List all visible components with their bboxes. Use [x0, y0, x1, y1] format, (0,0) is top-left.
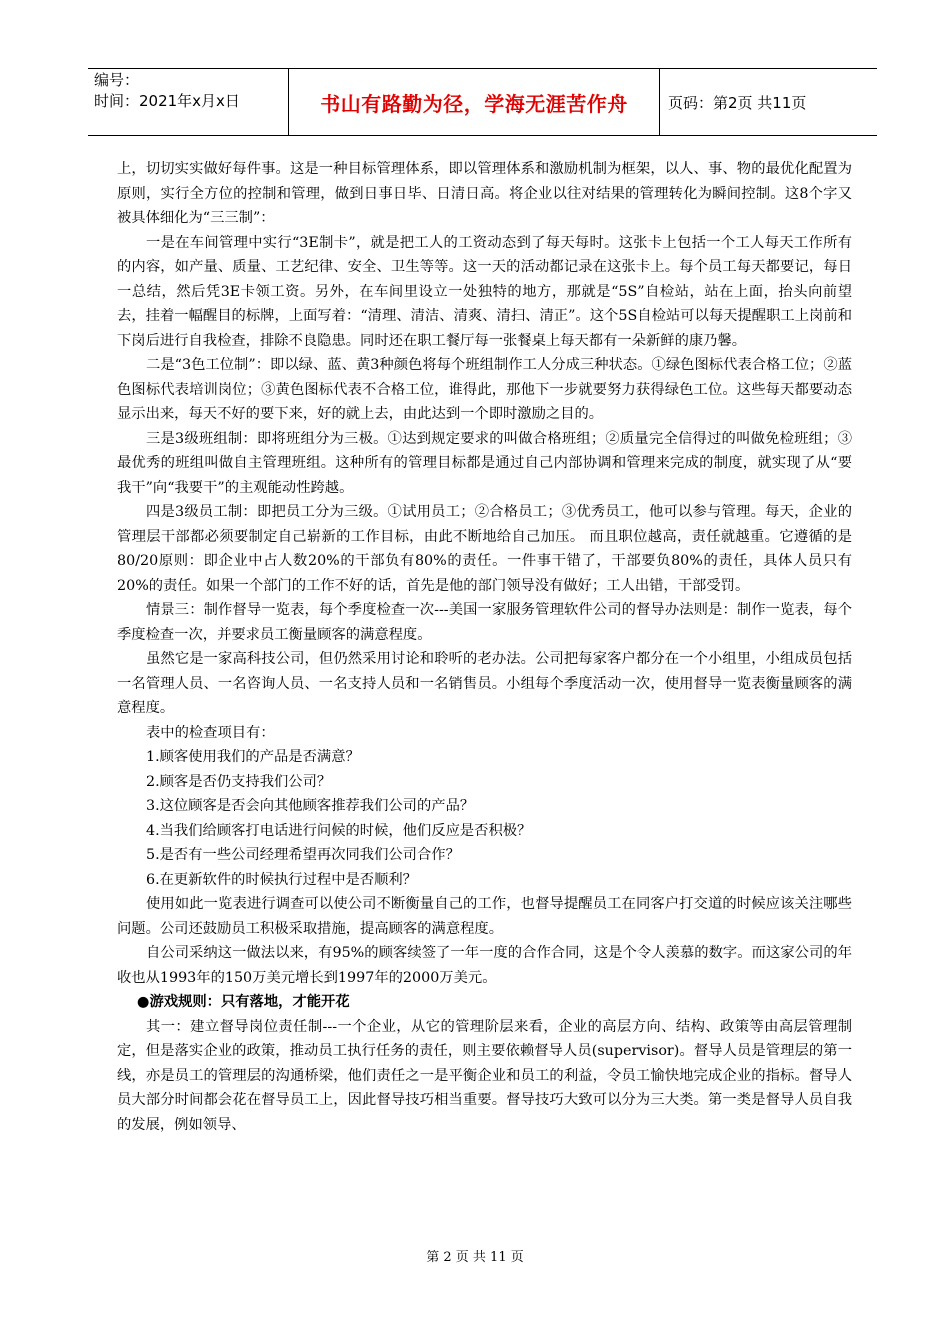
header-left-cell	[88, 69, 288, 135]
list-item: 6.在更新软件的时候执行过程中是否顺利？	[146, 871, 417, 888]
paragraph: 情景三：制作督导一览表，每个季度检查一次---美国一家服务管理软件公司的督导办法则是：制作一览表，每个季度检查一次，并要求员工衡量顾客的满意程度。	[117, 602, 852, 643]
list-item: 1.顾客使用我们的产品是否满意？	[146, 749, 360, 765]
paragraph: 使用如此一览表进行调查可以使公司不断衡量自己的工作，也督导提醒员工在同客户打交道的时候应该关注哪些问题。公司还鼓励员工积极采取措施，提高顾客的满意程度。	[117, 896, 852, 937]
header-motto: 书山有路勤为径，学海无涯苦作舟	[288, 69, 660, 135]
paragraph: 虽然它是一家高科技公司，但仍然采用讨论和聆听的老办法。公司把每家客户都分在一个小组里，小组成员包括一名管理人员、一名咨询人员、一名支持人员和一名销售员。小组每个季度活动一次，使用督导一览表衡量顾客的满意程度。	[117, 651, 852, 716]
document-number-label: 编号：	[94, 71, 140, 89]
list-item: 2.顾客是否仍支持我们公司？	[146, 773, 332, 790]
list-item: 4.当我们给顾客打电话进行问候的时候，他们反应是否积极？	[146, 822, 532, 839]
list-item: 5.是否有一些公司经理希望再次同我们公司合作？	[146, 847, 460, 863]
paragraph: 其一：建立督导岗位责任制---一个企业，从它的管理阶层来看，企业的高层方向、结构、政策等由高层管理制定，但是落实企业的政策，推动员工执行任务的责任，则主要依赖督导人员(supervisor)。督导人员是管理层的第一线，亦是员工的管理层的沟通桥梁，他们责任之一是平衡企业和员工的利益，令员工愉快地完成企业的指标。督导人员大部分时间都会花在督导员工上，因此督导技巧相当重要。督导技巧大致可以分为三大类。第一类是督导人员自我的发展，例如领导、	[117, 1018, 852, 1133]
paragraph: 一是在车间管理中实行“3E制卡”，就是把工人的工资动态到了每天每时。这张卡上包括一个工人每天工作所有的内容，如产量、质量、工艺纪律、安全、卫生等等。这一天的活动都记录在这张卡上。每个员工每天都要记，每日一总结，然后凭3E卡领工资。另外，在车间里设立一处独特的地方，那就是“5S”自检站，站在上面，抬头向前望去，挂着一幅醒目的标牌，上面写着：“清理、清洁、清爽、清扫、清正”。这个5S自检站可以每天提醒职工上岗前和下岗后进行自我检查，排除不良隐患。同时还在职工餐厅每一张餐桌上每天都有一朵新鲜的康乃馨。	[117, 234, 852, 349]
paragraph: 表中的检查项目有：	[146, 724, 275, 741]
header-page-number: 页码：第2页 共11页	[668, 93, 807, 112]
paragraph: 上，切切实实做好每件事。这是一种目标管理体系，即以管理体系和激励机制为框架，以人、事、物的最优化配置为原则，实行全方位的控制和管理，做到日事日毕、日清日高。将企业以往对结果的管理转化为瞬间控制。这8个字又被具体细化为“三三制”：	[117, 161, 852, 226]
paragraph: 三是3级班组制：即将班组分为三极。①达到规定要求的叫做合格班组；②质量完全信得过的叫做免检班组；③最优秀的班组叫做自主管理班组。这种所有的管理目标都是通过自己内部协调和管理来完成的制度，就实现了从“要我干”向“我要干”的主观能动性跨越。	[117, 430, 852, 496]
page-footer: 第 2 页 共 11 页	[426, 1250, 524, 1265]
document-time-label: 时间：2021年x月x日	[94, 92, 240, 110]
page-header	[88, 68, 877, 136]
document-body	[117, 157, 852, 1137]
paragraph: 四是3级员工制：即把员工分为三级。①试用员工；②合格员工；③优秀员工，他可以参与管理。每天，企业的管理层干部都必须要制定自己崭新的工作目标，由此不断地给自己加压。 而且职位越高，责任就越重。它遵循的是80/20原则：即企业中占人数20%的干部负有80%的责任。一件事干错了，干部要负80%的责任，具体人员只有20%的责任。如果一个部门的工作不好的话，首先是他的部门领导没有做好；工人出错，干部受罚。	[117, 504, 852, 594]
list-item: 3.这位顾客是否会向其他顾客推荐我们公司的产品？	[146, 798, 475, 814]
section-heading: ●游戏规则：只有落地，才能开花	[137, 994, 350, 1010]
paragraph: 二是“3色工位制”：即以绿、蓝、黄3种颜色将每个班组制作工人分成三种状态。①绿色图标代表合格工位；②蓝色图标代表培训岗位；③黄色图标代表不合格工位，谁得此，那他下一步就要努力获得绿色工位。这些每天都要动态显示出来，每天不好的要下来，好的就上去，由此达到一个即时激励之目的。	[117, 357, 852, 422]
paragraph: 自公司采纳这一做法以来，有95%的顾客续签了一年一度的合作合同，这是个令人羡慕的数字。而这家公司的年收也从1993年的150万美元增长到1997年的2000万美元。	[117, 945, 852, 986]
